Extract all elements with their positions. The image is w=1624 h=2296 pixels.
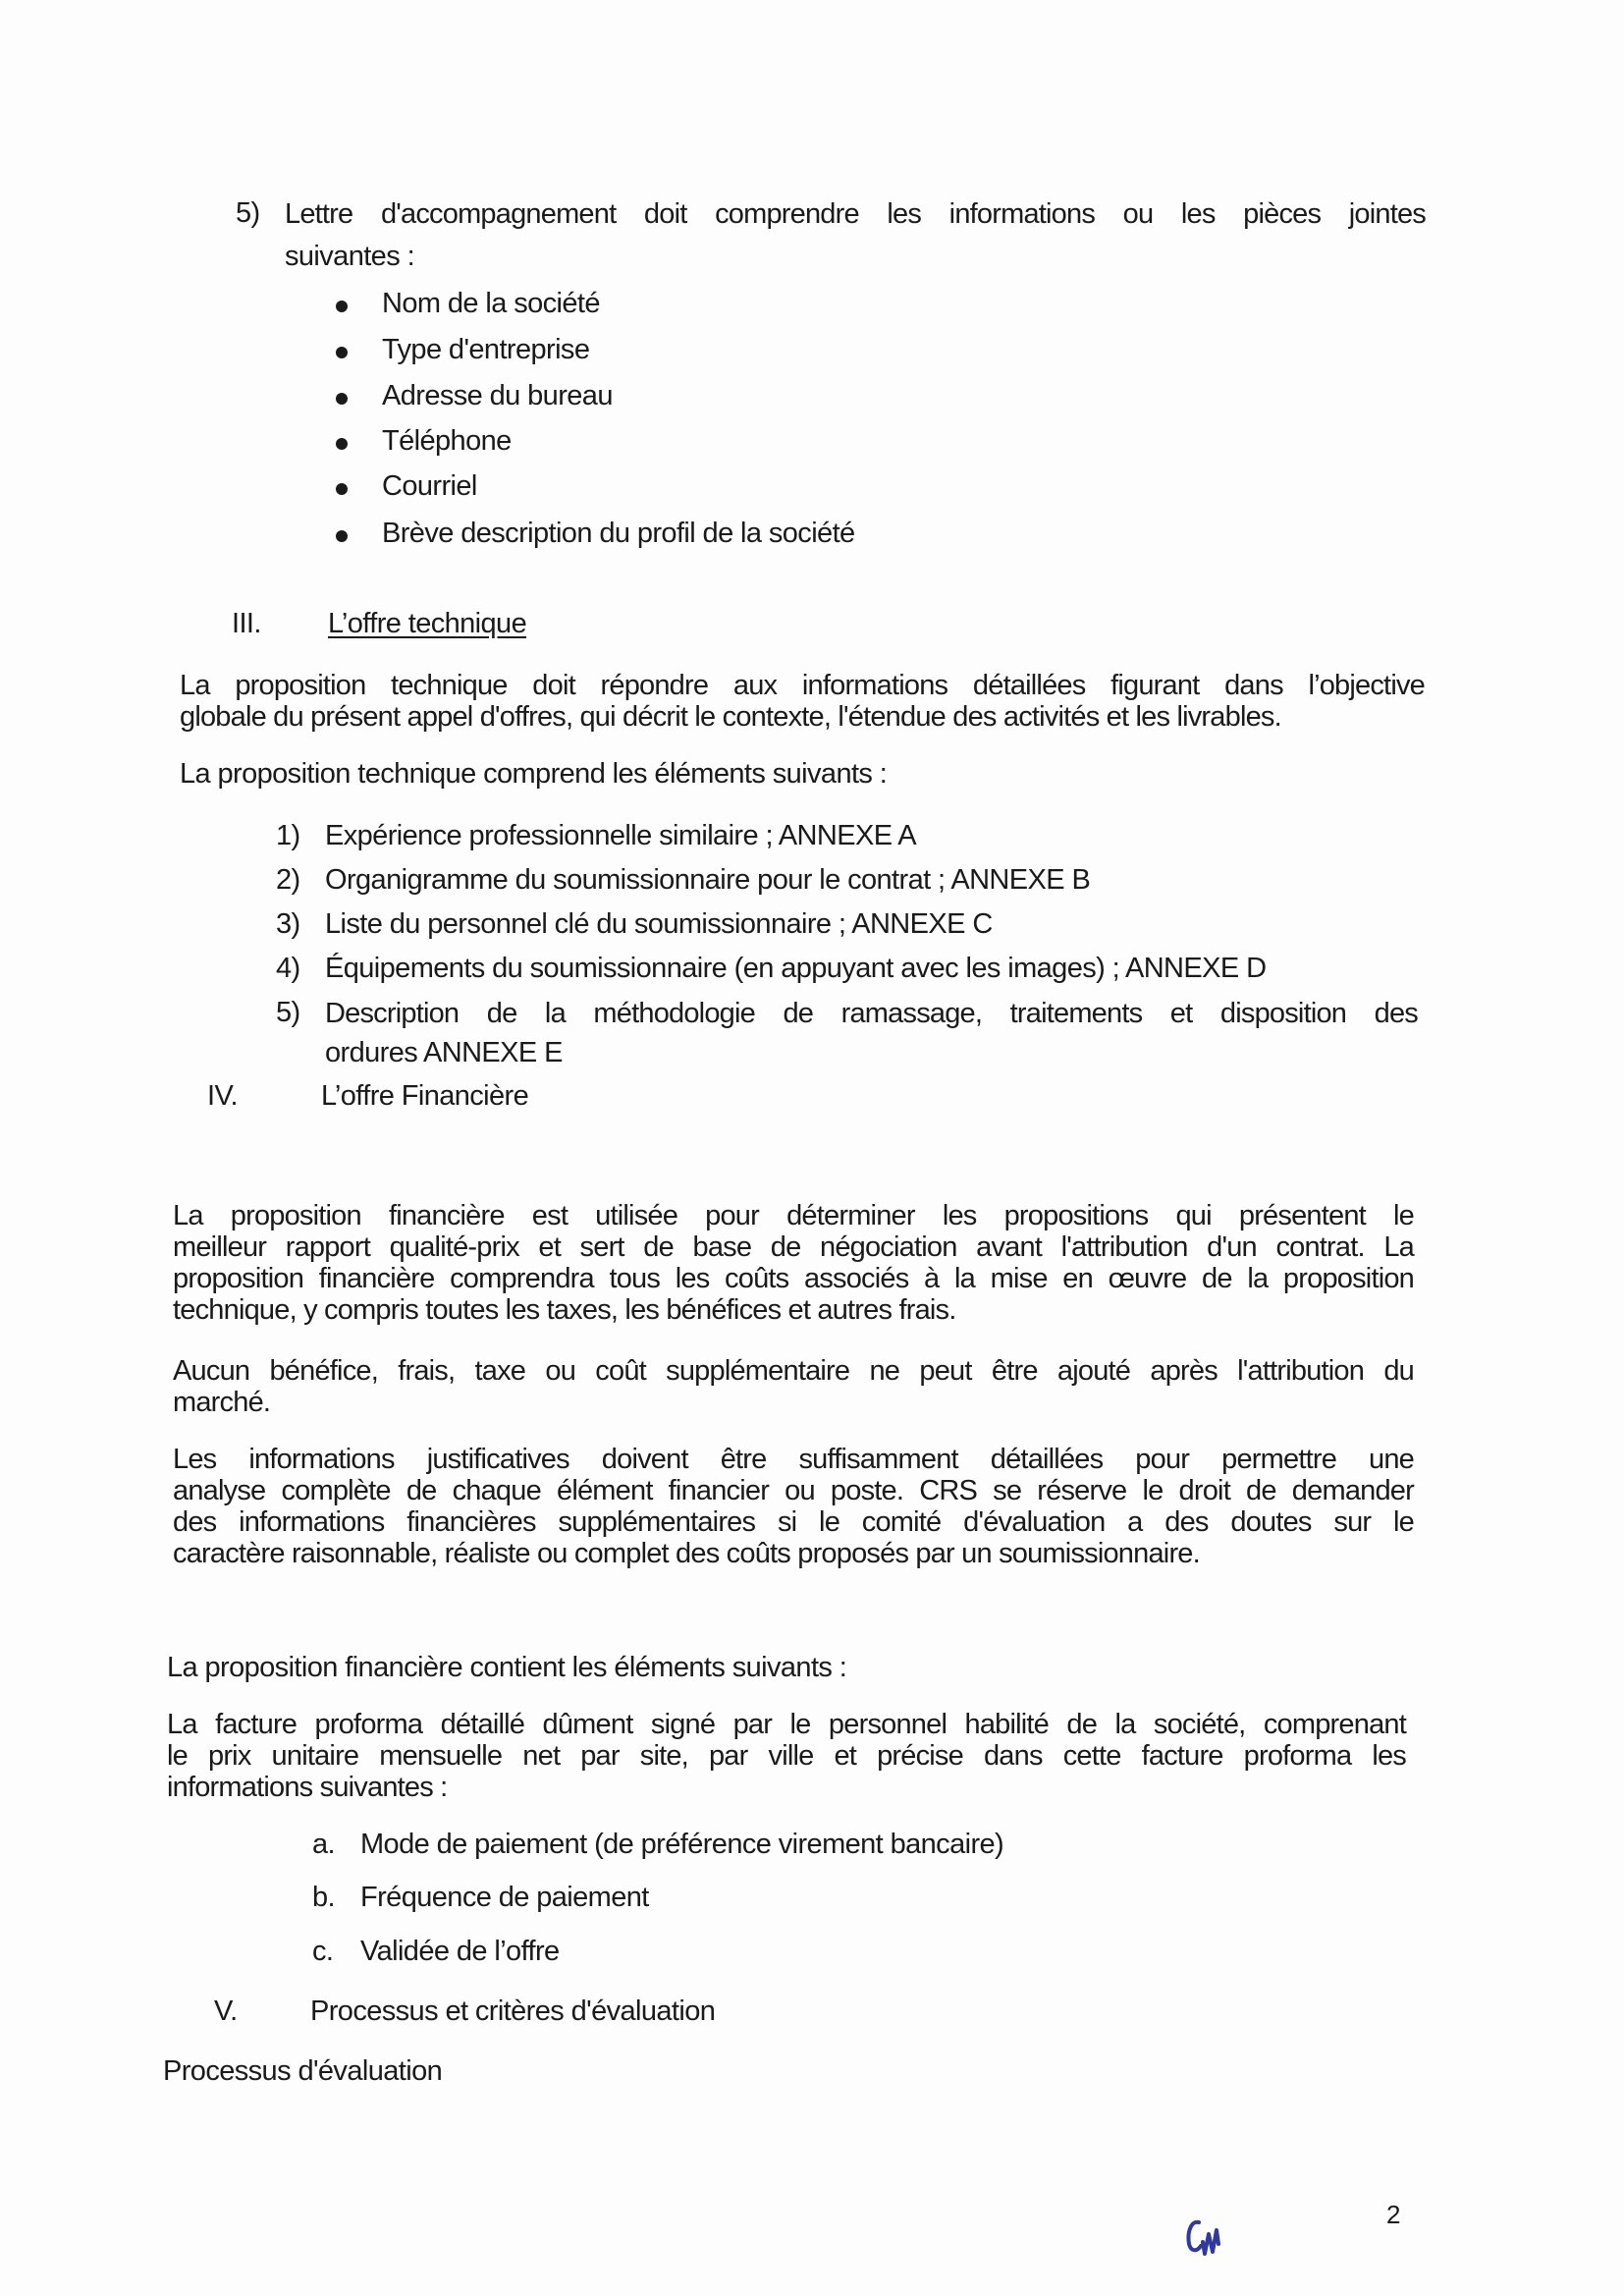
item-number: 2)	[276, 864, 300, 896]
bullet-icon	[336, 301, 348, 312]
paragraph-line: analyse complète de chaque élément financier ou poste. CRS se réserve le droit de demander	[173, 1475, 1414, 1506]
paragraph-line: La proposition technique doit répondre aux informations détaillées figurant dans l’objective	[180, 670, 1425, 701]
bullet-icon	[336, 530, 348, 542]
annex-label: ANNEXE D	[1124, 953, 1267, 984]
paragraph-line: des informations financières supplémentaires si le comité d'évaluation a des doutes sur le	[173, 1506, 1414, 1538]
page-number: 2	[1386, 2200, 1401, 2229]
paragraph-line: le prix unitaire mensuelle net par site, par ville et précise dans cette facture proforma les	[167, 1740, 1406, 1772]
item-text: Mode de paiement (de préférence virement bancaire)	[360, 1829, 1004, 1860]
section3-title: L’offre technique	[328, 608, 527, 639]
section3-numeral: III.	[232, 608, 261, 639]
section4-paragraph-3	[173, 1444, 1414, 1569]
annex-label: ANNEXE C	[851, 908, 993, 940]
item-number: 3)	[276, 908, 300, 940]
bullet-text: Nom de la société	[382, 288, 600, 319]
item-text: Organigramme du soumissionnaire pour le contrat ; ANNEXE B	[325, 864, 1091, 896]
item-letter: a.	[312, 1829, 335, 1860]
section4-paragraph-5	[167, 1709, 1406, 1803]
item-text: Fréquence de paiement	[360, 1882, 649, 1913]
item-number: 5)	[276, 997, 300, 1028]
section5-title: Processus et critères d'évaluation	[310, 1995, 716, 2027]
section4-paragraph-4: La proposition financière contient les éléments suivants :	[167, 1652, 847, 1683]
paragraph-line: La facture proforma détaillé dûment signé par le personnel habilité de la société, comprenant	[167, 1709, 1406, 1740]
section4-paragraph-1	[173, 1200, 1414, 1326]
paragraph-line: Aucun bénéfice, frais, taxe ou coût supplémentaire ne peut être ajouté après l'attribution du	[173, 1355, 1414, 1387]
bullet-text: Courriel	[382, 470, 477, 502]
bullet-icon	[336, 483, 348, 495]
paragraph-line: globale du présent appel d'offres, qui décrit le contexte, l'étendue des activités et les livrables.	[180, 701, 1281, 733]
bullet-icon	[336, 393, 348, 405]
bullet-text: Type d'entreprise	[382, 334, 590, 365]
annex-label: ANNEXE E	[423, 1037, 563, 1068]
section4-numeral: IV.	[207, 1080, 238, 1112]
section5-numeral: V.	[214, 1995, 238, 2027]
item5-line1: Lettre d'accompagnement doit comprendre les informations ou les pièces jointes	[285, 198, 1426, 230]
paragraph-line: La proposition financière est utilisée pour déterminer les propositions qui présentent le	[173, 1200, 1414, 1231]
bullet-icon	[336, 438, 348, 450]
item-text: Expérience professionnelle similaire ; ANNEXE A	[325, 820, 917, 851]
section3-paragraph-2: La proposition technique comprend les éléments suivants :	[180, 758, 888, 790]
bullet-text: Téléphone	[382, 425, 512, 457]
item-text: Description de la méthodologie de ramassage, traitements et disposition des	[325, 998, 1418, 1029]
item-letter: c.	[312, 1936, 334, 1967]
paragraph-line: meilleur rapport qualité-prix et sert de base de négociation avant l'attribution d'un contrat. La	[173, 1231, 1414, 1263]
item5-number: 5)	[236, 197, 260, 229]
item-text: Liste du personnel clé du soumissionnaire ; ANNEXE C	[325, 908, 993, 940]
item-number: 4)	[276, 953, 300, 984]
section5-subheading: Processus d'évaluation	[163, 2055, 443, 2087]
item5-line2: suivantes :	[285, 241, 415, 272]
item5-intro	[285, 198, 1426, 230]
annex-label: ANNEXE B	[950, 864, 1091, 896]
bullet-text: Adresse du bureau	[382, 380, 613, 411]
paragraph-line: caractère raisonnable, réaliste ou complet des coûts proposés par un soumissionnaire.	[173, 1538, 1200, 1569]
annex-label: ANNEXE A	[778, 820, 917, 851]
section4-paragraph-2	[173, 1355, 1414, 1418]
paragraph-line: Les informations justificatives doivent être suffisamment détaillées pour permettre une	[173, 1444, 1414, 1475]
paragraph-line: technique, y compris toutes les taxes, les bénéfices et autres frais.	[173, 1294, 956, 1326]
bullet-text: Brève description du profil de la société	[382, 518, 855, 549]
paragraph-line: marché.	[173, 1387, 271, 1418]
section4-title: L’offre Financière	[321, 1080, 529, 1112]
initials-signature	[1185, 2213, 1244, 2262]
item-text-continued: ordures ANNEXE E	[325, 1037, 563, 1068]
item-text: Équipements du soumissionnaire (en appuyant avec les images) ; ANNEXE D	[325, 953, 1267, 984]
item-text: Validée de l’offre	[360, 1936, 560, 1967]
section3-paragraph-1	[180, 670, 1425, 733]
item-letter: b.	[312, 1882, 335, 1913]
paragraph-line: informations suivantes :	[167, 1772, 448, 1803]
bullet-icon	[336, 347, 348, 358]
item-number: 1)	[276, 820, 300, 851]
paragraph-line: proposition financière comprendra tous les coûts associés à la mise en œuvre de la proposition	[173, 1263, 1414, 1294]
